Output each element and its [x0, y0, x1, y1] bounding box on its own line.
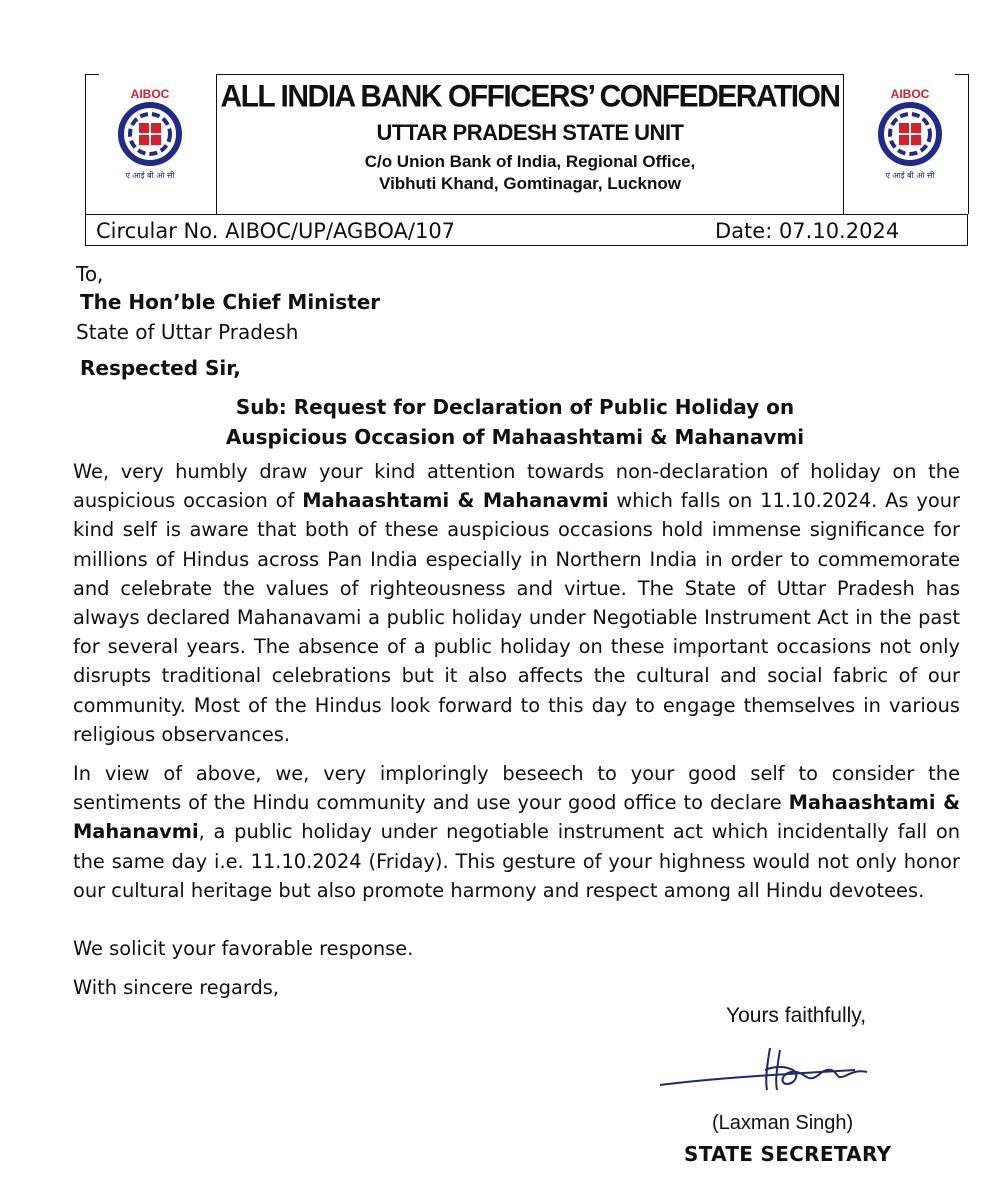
logo-text: AIBOC	[890, 87, 930, 101]
organization-unit: UTTAR PRADESH STATE UNIT	[376, 120, 684, 145]
letter-addressee-state: State of Uttar Pradesh	[76, 320, 299, 344]
aiboc-logo-left	[110, 82, 190, 182]
paragraph-1-text-b: which falls on 11.10.2024. As your kind self is aware that both of these auspicious occasions hold immense significance for millions of Hindus across Pan India especially in Northern India in order to commemorate and celebrate the values of righteousness and virtue. The State of Uttar Pradesh has always declared Mahanavami a public holiday under Negotiable Instrument Act in the past for several years. The absence of a public holiday on these important occasions not only disrupts traditional celebrations but it also affects the cultural and social fabric of our community. Most of the Hindus look forward to this day to engage themselves in various religious observances.	[73, 489, 960, 746]
logo-hindi-text: ए आई बी ओ सी	[125, 171, 175, 180]
body-paragraph-2	[73, 759, 960, 905]
aiboc-logo-right	[870, 82, 950, 182]
paragraph-2-bold: Mahaashtami & Mahanavmi	[73, 791, 960, 844]
letterhead-border-left	[85, 74, 86, 214]
letter-salutation: Respected Sir,	[80, 356, 241, 380]
signatory-designation: STATE SECRETARY	[684, 1142, 892, 1166]
paragraph-1-bold: Mahaashtami & Mahanavmi	[302, 489, 609, 513]
signatory-name: (Laxman Singh)	[712, 1112, 854, 1134]
circular-number: Circular No. AIBOC/UP/AGBOA/107	[96, 219, 456, 243]
body-paragraph-1	[73, 457, 960, 749]
letter-to: To,	[76, 262, 104, 286]
logo-text: AIBOC	[130, 87, 170, 101]
paragraph-2-text-a: In view of above, we, very imploringly beseech to your good self to consider the sentiments of the Hindu community and use your good office to declare	[73, 762, 960, 815]
subject-line-1: Sub: Request for Declaration of Public Holiday on	[235, 395, 795, 419]
paragraph-2-text-b: , a public holiday under negotiable instrument act which incidentally fall on the same day i.e. 11.10.2024 (Friday). This gesture of your highness would not only honor our cultural heritage but also promote harmony and respect among all Hindu devotees.	[73, 820, 960, 902]
organization-address-line-1: C/o Union Bank of India, Regional Office,	[364, 152, 696, 171]
paragraph-1-text-a: We, very humbly draw your kind attention towards non-declaration of holiday on the auspicious occasion of	[73, 460, 960, 513]
letterhead-border-tick-right	[955, 74, 969, 75]
circular-date: Date: 07.10.2024	[715, 219, 900, 243]
subject-line-2: Auspicious Occasion of Mahaashtami & Mahanavmi	[225, 425, 805, 449]
regards-line: With sincere regards,	[73, 976, 280, 999]
handwritten-signature	[655, 1040, 885, 1102]
closing-yours-faithfully: Yours faithfully,	[726, 1004, 867, 1027]
letterhead-title-border-top	[216, 74, 844, 75]
organization-name: ALL INDIA BANK OFFICERS’ CONFEDERATION	[220, 79, 840, 114]
letter-addressee: The Hon’ble Chief Minister	[80, 290, 381, 314]
solicit-line: We solicit your favorable response.	[73, 937, 414, 960]
letterhead-border-tick-left	[85, 74, 99, 75]
organization-address-line-2: Vibhuti Khand, Gomtinagar, Lucknow	[379, 174, 681, 193]
logo-hindi-text: ए आई बी ओ सी	[885, 171, 935, 180]
letterhead-border-right	[968, 74, 969, 214]
